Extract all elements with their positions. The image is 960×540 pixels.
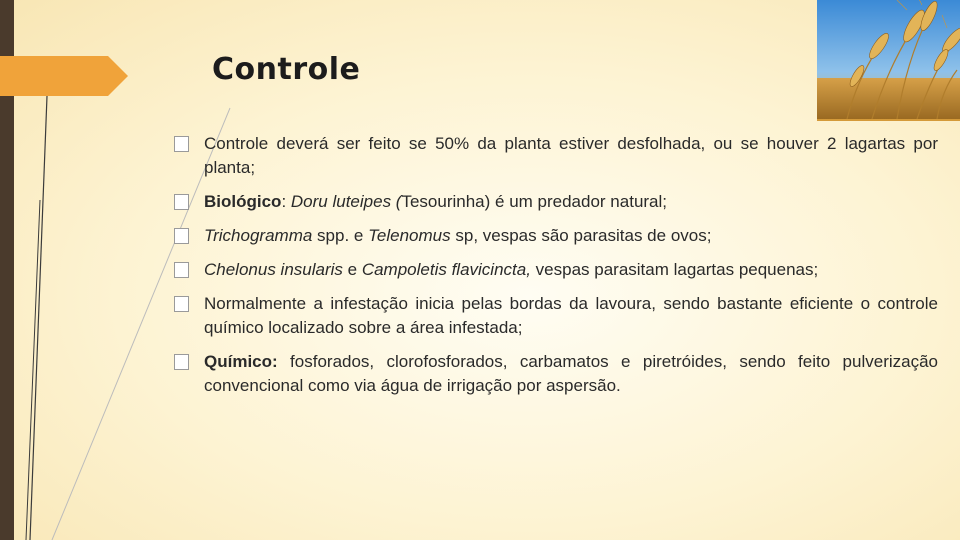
item-text: Normalmente a infestação inicia pelas bordas da lavoura, sendo bastante eficiente o controle químico localizado sobre a área infestada; (204, 294, 938, 337)
list-item (174, 190, 938, 214)
square-bullet-icon (174, 194, 189, 210)
list-item (174, 292, 938, 340)
square-bullet-icon (174, 228, 189, 244)
list-item (174, 350, 938, 398)
square-bullet-icon (174, 354, 189, 370)
item-text: Chelonus insularis e Campoletis flavicincta, vespas parasitam lagartas pequenas; (204, 260, 819, 279)
title-accent-tab (0, 56, 128, 96)
slide-title: Controle (212, 52, 361, 87)
item-text: Biológico: Doru luteipes (Tesourinha) é um predador natural; (204, 192, 668, 211)
wheat-field-image (817, 0, 960, 121)
list-item (174, 258, 938, 282)
square-bullet-icon (174, 296, 189, 312)
item-text: Trichogramma spp. e Telenomus sp, vespas são parasitas de ovos; (204, 226, 712, 245)
list-item (174, 224, 938, 248)
square-bullet-icon (174, 136, 189, 152)
list-item (174, 132, 938, 180)
square-bullet-icon (174, 262, 189, 278)
bullet-list (174, 132, 938, 408)
item-text: Químico: fosforados, clorofosforados, carbamatos e piretróides, sendo feito pulverização convencional como via água de irrigação por aspersão. (204, 352, 938, 395)
item-text: Controle deverá ser feito se 50% da planta estiver desfolhada, ou se houver 2 lagartas por planta; (204, 134, 938, 177)
